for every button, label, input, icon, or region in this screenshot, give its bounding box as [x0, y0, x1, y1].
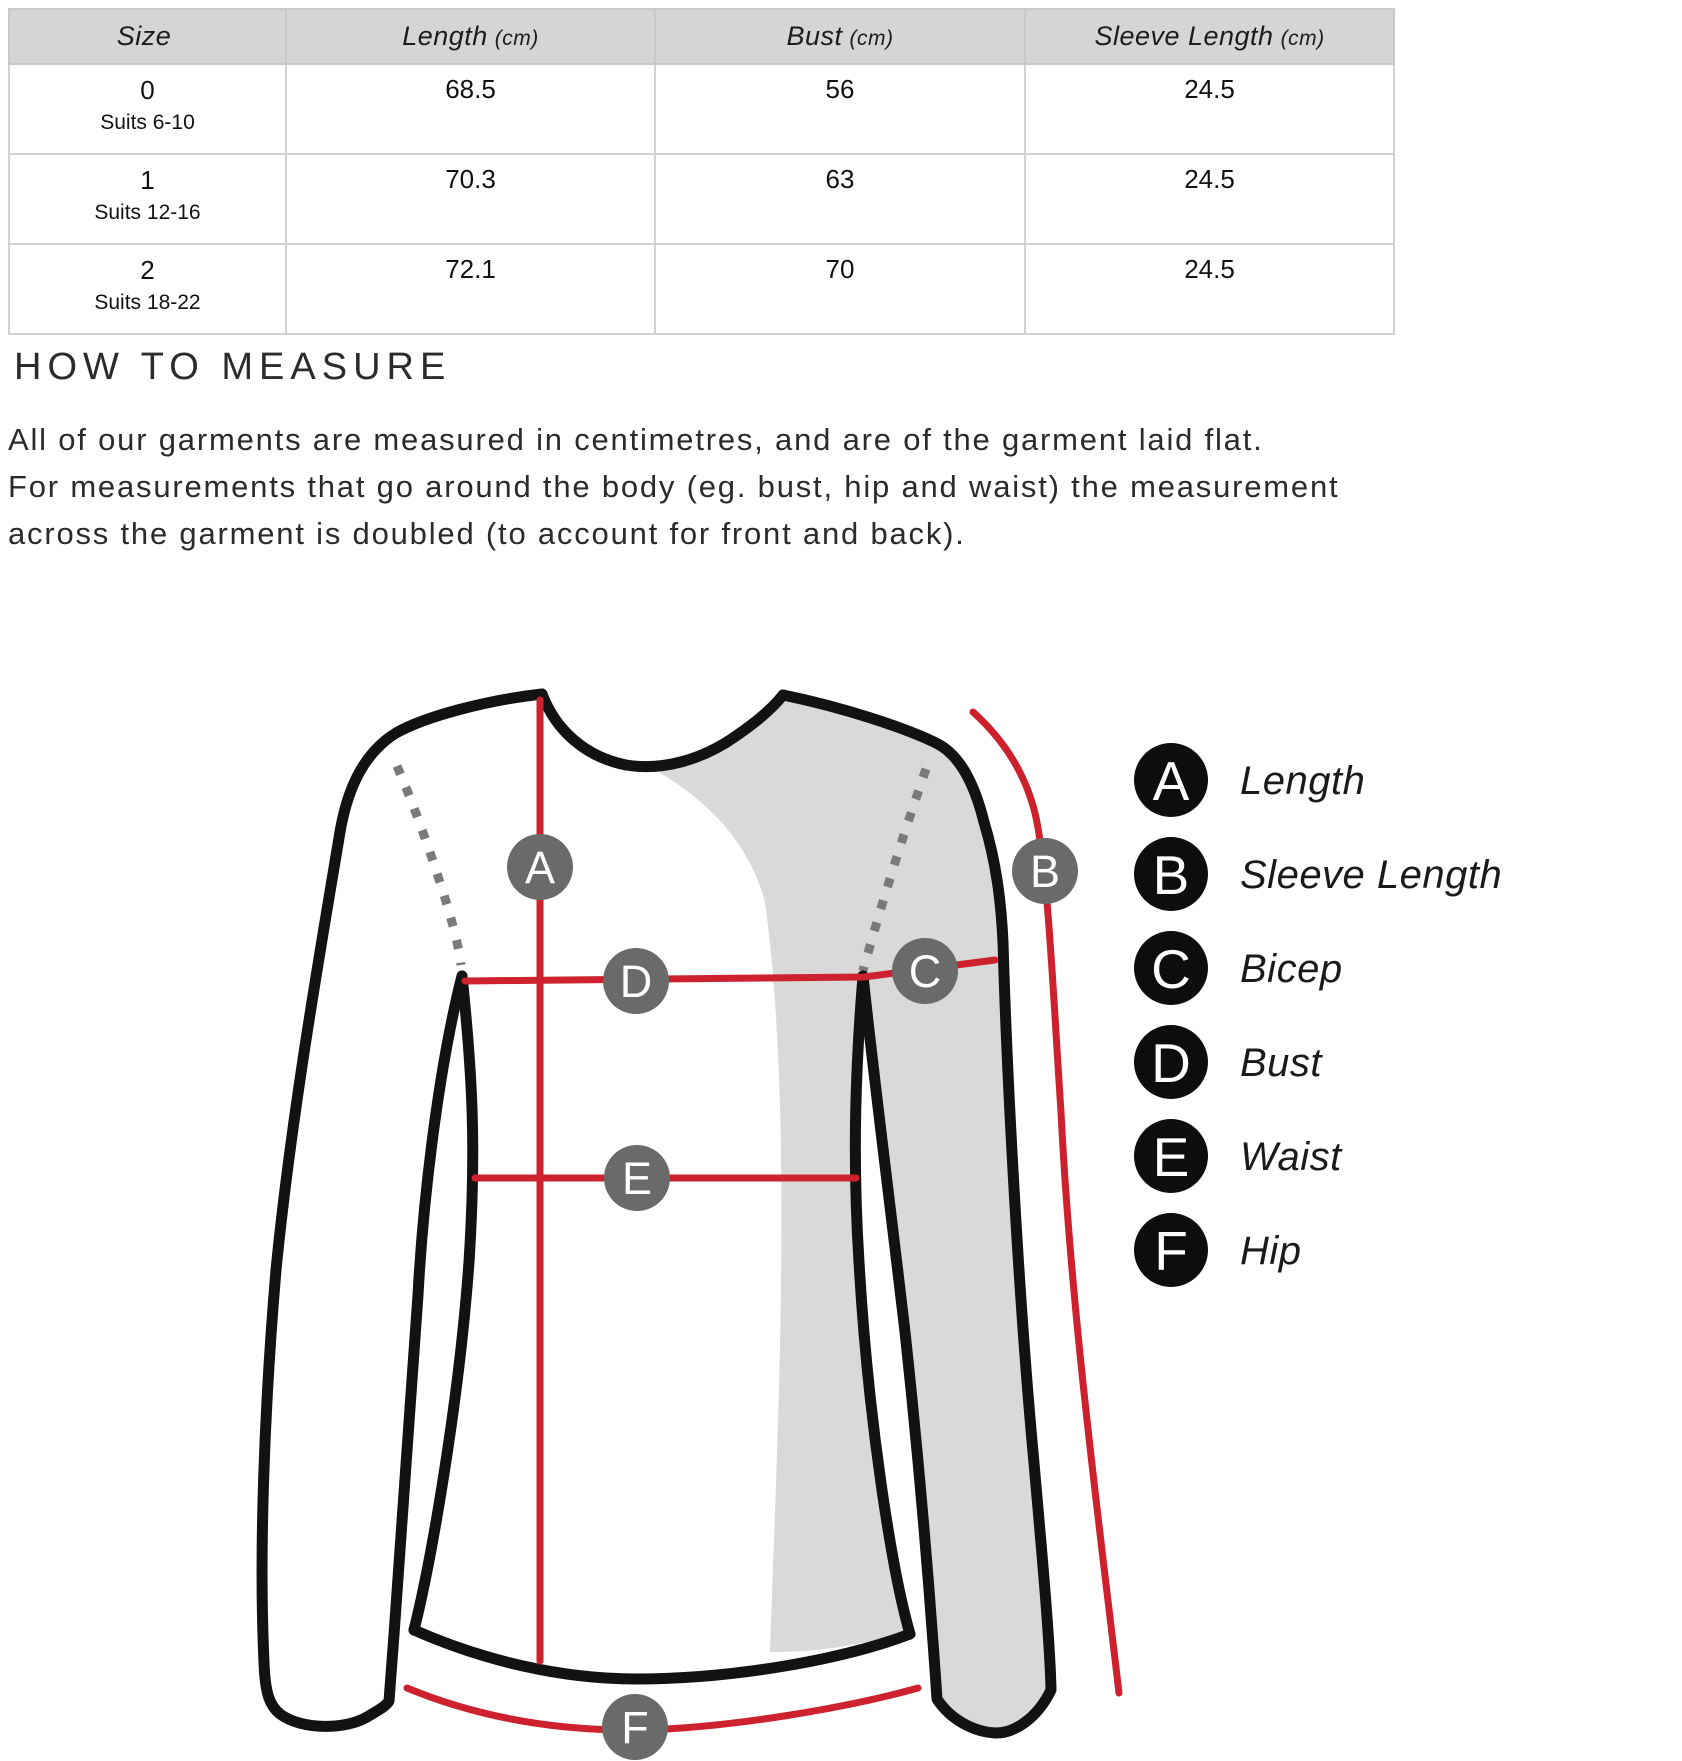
legend-letter: B — [1152, 844, 1190, 906]
legend-item-sleeve-length — [1134, 837, 1502, 911]
legend-label: Bust — [1240, 1041, 1323, 1085]
bust-cell: 56 — [655, 64, 1025, 154]
size-suits: Suits 18-22 — [94, 291, 201, 314]
legend-label: Sleeve Length — [1240, 853, 1503, 897]
measure-legend — [1134, 743, 1502, 1287]
length-cell: 72.1 — [286, 244, 655, 334]
paragraph-line: All of our garments are measured in centimetres, and are of the garment laid flat. — [8, 422, 1264, 457]
size-number: 0 — [140, 75, 155, 105]
marker-E — [604, 1145, 670, 1211]
size-number: 2 — [140, 255, 155, 285]
marker-D-letter: D — [619, 956, 653, 1007]
sleeve-length-cell: 24.5 — [1025, 154, 1394, 244]
legend-item-bust — [1134, 1025, 1323, 1099]
marker-B — [1012, 838, 1078, 904]
marker-C-letter: C — [908, 946, 942, 997]
paragraph-line: across the garment is doubled (to account for front and back). — [8, 516, 966, 551]
bust-cell: 70 — [655, 244, 1025, 334]
marker-B-letter: B — [1029, 846, 1061, 897]
legend-label: Waist — [1240, 1135, 1342, 1179]
bust-cell: 63 — [655, 154, 1025, 244]
sleeve-length-cell: 24.5 — [1025, 244, 1394, 334]
legend-label: Hip — [1240, 1229, 1302, 1273]
marker-F-letter: F — [621, 1702, 649, 1753]
paragraph-line: For measurements that go around the body (eg. bust, hip and waist) the measurement — [8, 469, 1340, 504]
legend-label: Bicep — [1240, 947, 1343, 991]
marker-D — [603, 948, 669, 1014]
left-armhole-dotted-seam — [397, 766, 461, 965]
marker-F — [602, 1694, 668, 1760]
column-label: Size — [116, 21, 172, 51]
marker-A-letter: A — [524, 842, 556, 893]
legend-item-hip — [1134, 1213, 1302, 1287]
marker-E-letter: E — [621, 1153, 653, 1204]
legend-letter: D — [1151, 1032, 1191, 1094]
size-suits: Suits 6-10 — [100, 111, 195, 134]
legend-letter: F — [1154, 1220, 1188, 1282]
garment-left-outline — [262, 694, 542, 1726]
column-unit: (cm) — [494, 27, 539, 50]
column-label: Bust — [786, 21, 843, 51]
how-to-measure-heading: HOW TO MEASURE — [14, 346, 452, 388]
legend-letter: C — [1151, 938, 1191, 1000]
marker-C — [892, 938, 958, 1004]
length-cell: 68.5 — [286, 64, 655, 154]
size-suits: Suits 12-16 — [94, 201, 201, 224]
length-cell: 70.3 — [286, 154, 655, 244]
legend-item-length — [1134, 743, 1365, 817]
legend-letter: E — [1152, 1126, 1190, 1188]
size-number: 1 — [140, 165, 155, 195]
column-unit: (cm) — [1280, 27, 1325, 50]
marker-A — [507, 834, 573, 900]
column-unit: (cm) — [849, 27, 894, 50]
legend-letter: A — [1152, 750, 1190, 812]
legend-label: Length — [1240, 759, 1366, 803]
legend-item-bicep — [1134, 931, 1343, 1005]
column-label: Sleeve Length — [1094, 21, 1274, 51]
column-label: Length — [402, 21, 488, 51]
legend-item-waist — [1134, 1119, 1343, 1193]
sleeve-length-cell: 24.5 — [1025, 64, 1394, 154]
